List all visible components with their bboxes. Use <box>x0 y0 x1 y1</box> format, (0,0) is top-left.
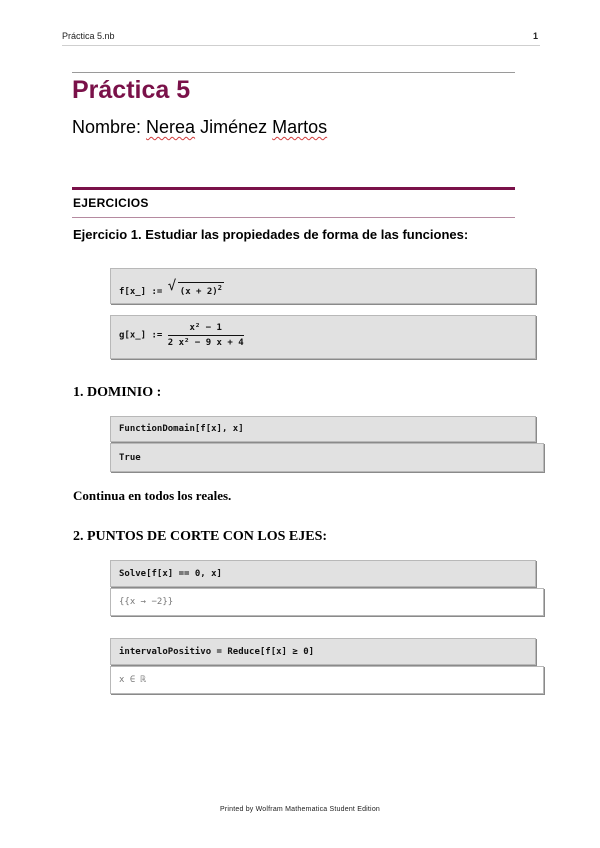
reduce-output-value: x ∈ ℝ <box>119 675 147 685</box>
dominio-heading[interactable]: 1. DOMINIO : <box>73 385 162 400</box>
section-heading[interactable]: EJERCICIOS <box>73 196 149 210</box>
g-fraction <box>168 323 244 348</box>
domain-input-code: FunctionDomain[f[x], x] <box>119 424 244 434</box>
radicand-power: 2 <box>217 284 222 292</box>
sqrt-expression <box>167 278 224 297</box>
name-label: Nombre: <box>72 117 142 137</box>
output-cell-reduce[interactable] <box>110 666 544 694</box>
name-first: Nerea <box>146 117 196 137</box>
input-cell-f-definition[interactable] <box>110 268 536 304</box>
g-numerator: x² − 1 <box>168 323 244 336</box>
input-cell-g-definition[interactable] <box>110 315 536 359</box>
solve-input-code: Solve[f[x] == 0, x] <box>119 569 222 579</box>
dominio-conclusion[interactable]: Continua en todos los reales. <box>73 488 232 503</box>
header-filename: Práctica 5.nb <box>62 31 115 41</box>
output-cell-function-domain[interactable] <box>110 443 544 472</box>
g-definition-expression <box>119 323 244 348</box>
reduce-input-code: intervaloPositivo = Reduce[f[x] ≥ 0] <box>119 647 315 657</box>
section-rule <box>72 187 515 190</box>
output-cell-solve[interactable] <box>110 588 544 616</box>
f-lhs: f[x_] := <box>119 287 163 297</box>
input-cell-solve[interactable] <box>110 560 536 587</box>
page-footer: Printed by Wolfram Mathematica Student Edition <box>219 806 381 813</box>
section-underline <box>72 217 515 218</box>
cortes-heading[interactable]: 2. PUNTOS DE CORTE CON LOS EJES: <box>73 529 328 544</box>
author-name[interactable] <box>72 117 327 138</box>
g-lhs: g[x_] := <box>119 330 163 341</box>
f-definition-expression <box>119 278 224 297</box>
exercise-heading[interactable]: Ejercicio 1. Estudiar las propiedades de forma de las funciones: <box>73 227 469 242</box>
input-cell-function-domain[interactable] <box>110 416 536 442</box>
sqrt-radicand: $(x + 2)^2$ <box>179 284 222 297</box>
name-last: Martos <box>272 117 328 137</box>
sqrt-icon: √ <box>167 278 177 294</box>
page-title[interactable]: Práctica 5 <box>72 76 191 104</box>
input-cell-reduce[interactable] <box>110 638 536 665</box>
header-page-number: 1 <box>533 31 539 41</box>
g-denominator: 2 x² − 9 x + 4 <box>167 338 244 348</box>
header-divider <box>62 45 540 46</box>
solve-output-value: {{x → −2}} <box>119 597 174 607</box>
name-middle: Jiménez <box>200 117 268 137</box>
domain-output-value: True <box>119 453 141 463</box>
title-top-rule <box>72 72 515 73</box>
